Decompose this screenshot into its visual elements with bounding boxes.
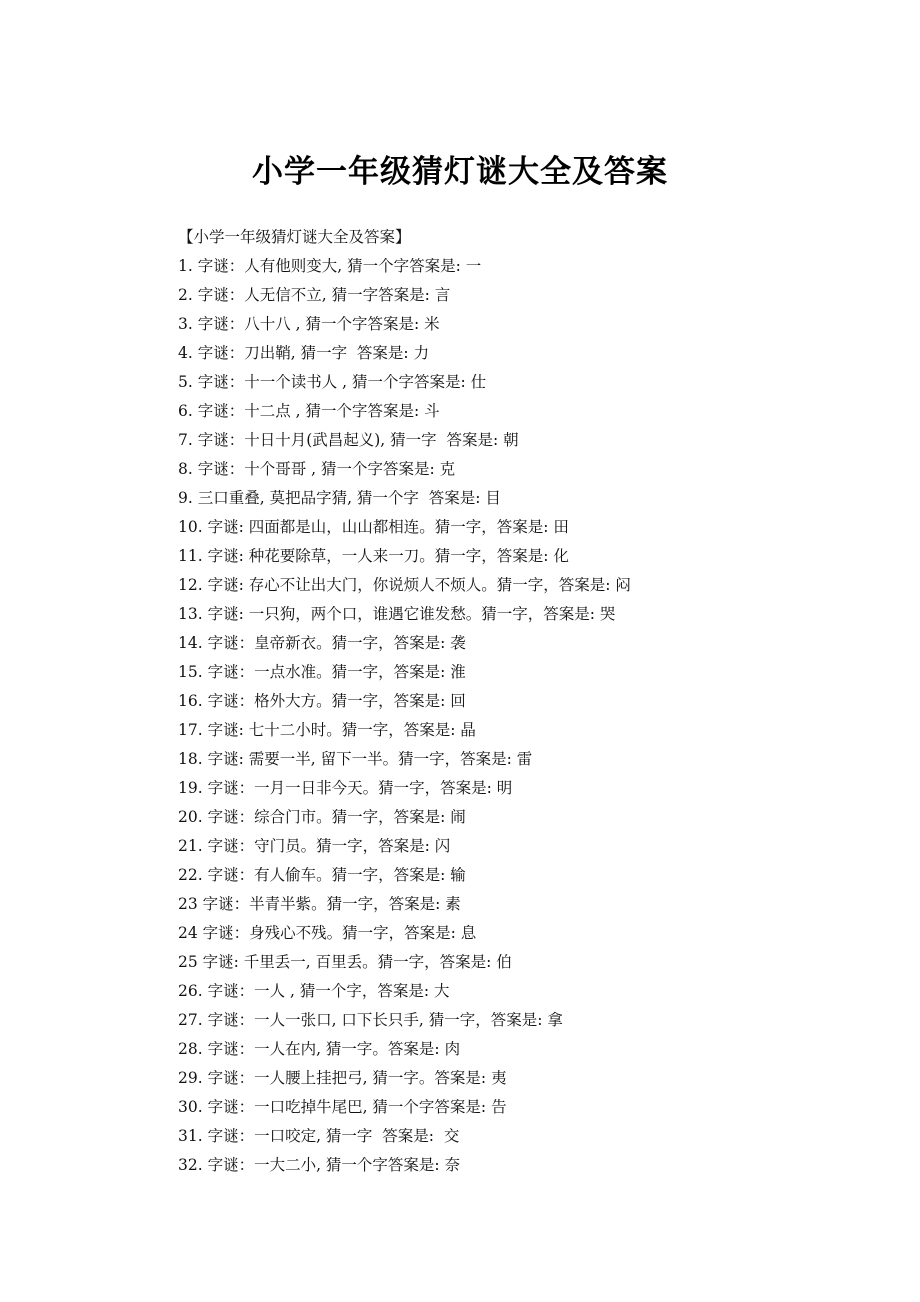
riddle-line-19: 19. 字谜：一月一日非今天。猜一字，答案是: 明: [178, 779, 513, 797]
riddle-line-31: 31. 字谜：一口咬定, 猜一字 答案是: 交: [178, 1127, 460, 1145]
riddle-line-25: 25 字谜: 千里丢一, 百里丢。猜一字，答案是: 伯: [178, 953, 512, 971]
riddle-line-24: 24 字谜：身残心不残。猜一字，答案是: 息: [178, 924, 477, 942]
riddle-line-6: 6. 字谜：十二点 , 猜一个字答案是: 斗: [178, 402, 440, 420]
riddle-line-4: 4. 字谜：刀出鞘, 猜一字 答案是: 力: [178, 344, 430, 362]
riddle-list: [178, 223, 878, 1180]
riddle-line-30: 30. 字谜：一口吃掉牛尾巴, 猜一个字答案是: 告: [178, 1098, 507, 1116]
riddle-line-20: 20. 字谜：综合门市。猜一字，答案是: 闹: [178, 808, 466, 826]
riddle-line-16: 16. 字谜：格外大方。猜一字，答案是: 回: [178, 692, 466, 710]
riddle-line-18: 18. 字谜: 需要一半, 留下一半。猜一字，答案是: 雷: [178, 750, 533, 768]
riddle-line-1: 1. 字谜：人有他则变大, 猜一个字答案是: 一: [178, 257, 482, 275]
riddle-line-12: 12. 字谜: 存心不让出大门，你说烦人不烦人。猜一字，答案是: 闷: [178, 576, 631, 594]
riddle-line-11: 11. 字谜: 种花要除草，一人来一刀。猜一字，答案是: 化: [178, 547, 569, 565]
section-heading: 【小学一年级猜灯谜大全及答案】: [178, 228, 411, 246]
riddle-line-17: 17. 字谜: 七十二小时。猜一字，答案是: 晶: [178, 721, 476, 739]
riddle-line-8: 8. 字谜：十个哥哥 , 猜一个字答案是: 克: [178, 460, 456, 478]
riddle-line-14: 14. 字谜：皇帝新衣。猜一字，答案是: 袭: [178, 634, 466, 652]
riddle-line-3: 3. 字谜：八十八 , 猜一个字答案是: 米: [178, 315, 440, 333]
riddle-line-26: 26. 字谜：一人 , 猜一个字，答案是: 大: [178, 982, 450, 1000]
page-title: 小学一年级猜灯谜大全及答案: [252, 154, 668, 190]
riddle-line-21: 21. 字谜：守门员。猜一字，答案是: 闪: [178, 837, 451, 855]
riddle-line-32: 32. 字谜：一大二小, 猜一个字答案是: 奈: [178, 1156, 461, 1174]
riddle-line-28: 28. 字谜：一人在内, 猜一字。答案是: 肉: [178, 1040, 461, 1058]
riddle-line-7: 7. 字谜：十日十月(武昌起义), 猜一字 答案是: 朝: [178, 431, 519, 449]
riddle-line-29: 29. 字谜：一人腰上挂把弓, 猜一字。答案是: 夷: [178, 1069, 507, 1087]
riddle-line-23: 23 字谜：半青半紫。猜一字，答案是: 素: [178, 895, 461, 913]
riddle-line-9: 9. 三口重叠, 莫把品字猜, 猜一个字 答案是: 目: [178, 489, 501, 507]
riddle-line-5: 5. 字谜：十一个读书人 , 猜一个字答案是: 仕: [178, 373, 487, 391]
riddle-line-10: 10. 字谜: 四面都是山，山山都相连。猜一字，答案是: 田: [178, 518, 569, 536]
riddle-line-13: 13. 字谜: 一只狗，两个口，谁遇它谁发愁。猜一字，答案是: 哭: [178, 605, 616, 623]
riddle-line-22: 22. 字谜：有人偷车。猜一字，答案是: 输: [178, 866, 466, 884]
riddle-line-27: 27. 字谜：一人一张口, 口下长只手, 猜一字，答案是: 拿: [178, 1011, 563, 1029]
riddle-line-2: 2. 字谜：人无信不立, 猜一字答案是: 言: [178, 286, 451, 304]
riddle-line-15: 15. 字谜：一点水准。猜一字，答案是: 淮: [178, 663, 466, 681]
